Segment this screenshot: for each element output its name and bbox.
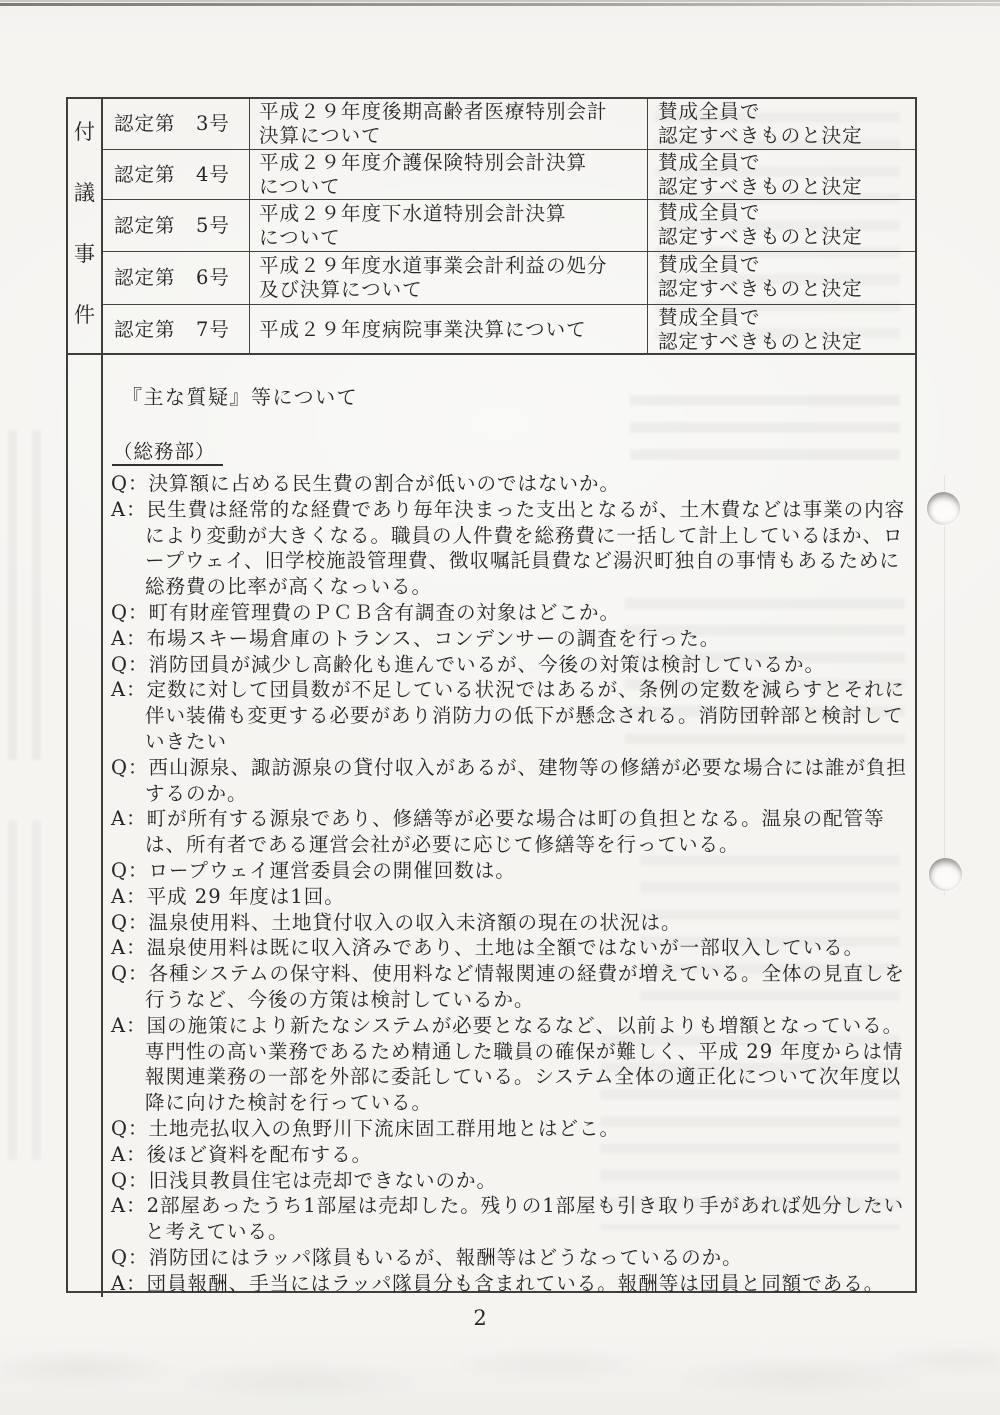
qa-speaker-label: Q： [111, 755, 149, 779]
qa-text: 温泉使用料は既に収入済みであり、土地は全額ではないが一部収入している。 [146, 936, 865, 960]
qa-heading: 『主な質疑』等について [122, 385, 359, 409]
scan-noise-artifact [0, 1330, 1000, 1415]
qa-item [111, 1193, 907, 1245]
qa-text: 町有財産管理費のＰＣＢ含有調査の対象はどこか。 [148, 600, 621, 624]
agenda-title-line: 平成２９年度下水道特別会計決算 [259, 201, 567, 225]
side-label-char: 付 [74, 120, 95, 144]
qa-item [111, 935, 907, 961]
qa-speaker-label: Q： [111, 472, 149, 495]
agenda-result-line: 賛成全員で [658, 201, 761, 224]
agenda-title-line: 平成２９年度水道事業会計利益の処分 [259, 254, 608, 278]
agenda-row-title [250, 305, 648, 354]
qa-department-label: （総務部） [112, 440, 223, 466]
qa-speaker-label: Q： [111, 962, 149, 986]
agenda-side-label [68, 99, 103, 353]
qa-item [111, 1271, 907, 1297]
agenda-row-number: 認定第 5号 [103, 200, 250, 251]
qa-speaker-label: A： [111, 678, 147, 702]
agenda-result-line: 認定すべきものと決定 [658, 174, 863, 198]
qa-speaker-label: Q： [111, 910, 149, 934]
agenda-row [103, 99, 915, 150]
agenda-title-line: 平成２９年度病院事業決算について [259, 317, 587, 341]
agenda-title-line: 平成２９年度後期高齢者医療特別会計 [259, 100, 608, 124]
qa-text: 西山源泉、諏訪源泉の貸付収入があるが、建物等の修繕が必要な場合には誰が負担するのか。 [145, 755, 908, 805]
agenda-rows [103, 99, 915, 353]
qa-text: 各種システムの保守料、使用料など情報関連の経費が増えている。全体の見直しを行うなど、今後の方策は検討しているか。 [145, 962, 906, 1011]
agenda-row-result [648, 305, 915, 354]
punch-hole [929, 858, 962, 891]
qa-item [111, 755, 907, 807]
agenda-row [103, 200, 915, 252]
qa-content [103, 355, 915, 1297]
qa-item [111, 626, 907, 652]
qa-speaker-label: A： [111, 1013, 147, 1037]
agenda-title-line: について [259, 225, 341, 249]
agenda-row [103, 305, 915, 353]
qa-text: 国の施策により新たなシステムが必要となるなど、以前よりも増額となっている。専門性の高い業務であるため精通した職員の確保が難しく、平成 29 年度からは情報関連業務の一部を外部に委託している。システム全体の適正化について次年度以降に向けた検討を行っている。 [145, 1013, 904, 1115]
qa-text: 消防団員が減少し高齢化も進んでいるが、今後の対策は検討しているか。 [148, 652, 826, 676]
left-margin-column [68, 355, 103, 1297]
qa-text: 布場スキー場倉庫のトランス、コンデンサーの調査を行った。 [146, 626, 721, 650]
agenda-table [68, 99, 915, 355]
qa-text: 民生費は経常的な経費であり毎年決まった支出となるが、土木費などは事業の内容により変動が大きくなる。職員の人件費を総務費に一括して計上しているほか、ロープウェイ、旧学校施設管理費、徴収嘱託員費など湯沢町独自の事情もあるために総務費の比率が高くなっいる。 [145, 497, 906, 599]
qa-text: 消防団にはラッパ隊員もいるが、報酬等はどうなっているのか。 [148, 1245, 743, 1269]
qa-text: 後ほど資料を配布する。 [146, 1142, 373, 1166]
qa-item [111, 1013, 907, 1116]
qa-item [111, 961, 907, 1013]
agenda-row-result [648, 200, 915, 251]
qa-item [111, 884, 907, 910]
agenda-title-line: 決算について [259, 124, 382, 147]
agenda-row-number: 認定第 6号 [103, 252, 250, 304]
qa-speaker-label: Q： [111, 1116, 149, 1140]
qa-item [111, 858, 907, 884]
scan-edge-artifact [0, 3, 1000, 6]
document-frame [66, 97, 917, 1293]
agenda-row-result [648, 150, 915, 199]
qa-text: 土地売払収入の魚野川下流床固工群用地とはどこ。 [148, 1116, 621, 1140]
qa-text: 決算額に占める民生費の割合が低いのではないか。 [148, 472, 621, 495]
agenda-result-line: 賛成全員で [658, 151, 761, 174]
qa-speaker-label: A： [111, 1194, 147, 1218]
agenda-row [103, 150, 915, 200]
qa-item [111, 1245, 907, 1271]
qa-item [111, 1116, 907, 1142]
agenda-title-line: について [259, 174, 341, 198]
qa-item [111, 1142, 907, 1168]
qa-speaker-label: A： [111, 1271, 147, 1295]
punch-hole [927, 492, 960, 525]
agenda-row-result [648, 99, 915, 149]
qa-item [111, 600, 907, 626]
page-number: 2 [473, 1306, 487, 1330]
qa-speaker-label: A： [111, 884, 147, 908]
qa-text: 団員報酬、手当にはラッパ隊員分も含まれている。報酬等は団員と同額である。 [146, 1271, 885, 1295]
qa-list [111, 471, 907, 1297]
qa-speaker-label: A： [111, 936, 147, 960]
binder-crease-line [944, 475, 945, 895]
agenda-row-title [250, 252, 648, 304]
agenda-row-number: 認定第 7号 [103, 305, 250, 354]
qa-text: 温泉使用料、土地貸付収入の収入未済額の現在の状況は。 [148, 910, 682, 934]
qa-speaker-label: Q： [111, 858, 149, 882]
qa-item [111, 910, 907, 936]
agenda-result-line: 認定すべきものと決定 [658, 329, 863, 353]
qa-speaker-label: A： [111, 497, 147, 521]
qa-text: ロープウェイ運営委員会の開催回数は。 [148, 858, 516, 882]
agenda-result-line: 認定すべきものと決定 [658, 123, 863, 147]
agenda-row-title [250, 99, 648, 149]
agenda-title-line: 平成２９年度介護保険特別会計決算 [259, 151, 588, 174]
agenda-row-title [250, 200, 648, 251]
qa-department [112, 436, 907, 464]
qa-speaker-label: A： [111, 626, 147, 650]
qa-text: 2部屋あったうち1部屋は売却した。残りの1部屋も引き取り手があれば処分したいと考えている。 [145, 1194, 905, 1244]
qa-item [111, 652, 907, 678]
qa-speaker-label: Q： [111, 652, 149, 676]
qa-text: 旧浅貝教員住宅は売却できないのか。 [148, 1168, 498, 1192]
qa-item [111, 677, 907, 754]
side-label-char: 議 [74, 181, 95, 205]
agenda-result-line: 賛成全員で [658, 100, 761, 123]
side-label-char: 事 [74, 242, 95, 266]
scan-edge-artifact [0, 0, 1000, 2]
showthrough-artifact [8, 430, 56, 760]
agenda-row-number: 認定第 3号 [103, 99, 250, 149]
qa-speaker-label: Q： [111, 1168, 149, 1192]
qa-speaker-label: Q： [111, 1245, 149, 1269]
qa-item [111, 806, 907, 858]
agenda-result-line: 賛成全員で [658, 306, 761, 329]
qa-item [111, 497, 907, 600]
side-label-char: 件 [74, 303, 95, 327]
agenda-result-line: 賛成全員で [658, 253, 761, 276]
qa-speaker-label: A： [111, 807, 147, 831]
agenda-result-line: 認定すべきものと決定 [658, 224, 863, 248]
qa-item [111, 1168, 907, 1194]
agenda-result-line: 認定すべきものと決定 [658, 276, 863, 300]
qa-speaker-label: A： [111, 1142, 147, 1166]
agenda-row-title [250, 150, 648, 199]
showthrough-artifact [8, 820, 56, 1160]
agenda-title-line: 及び決算について [259, 278, 423, 301]
qa-text: 平成 29 年度は1回。 [146, 884, 345, 908]
agenda-row-number: 認定第 4号 [103, 150, 250, 199]
qa-item [111, 471, 907, 497]
qa-section [68, 355, 915, 1294]
qa-speaker-label: Q： [111, 600, 149, 624]
agenda-row-result [648, 252, 915, 304]
qa-text: 定数に対して団員数が不足している状況ではあるが、条例の定数を減らすとそれに伴い装備も変更する必要があり消防力の低下が懸念される。消防団幹部と検討していきたい [145, 678, 906, 753]
qa-text: 町が所有する源泉であり、修繕等が必要な場合は町の負担となる。温泉の配管等は、所有者である運営会社が必要に応じて修繕等を行っている。 [145, 807, 885, 857]
agenda-row [103, 252, 915, 305]
